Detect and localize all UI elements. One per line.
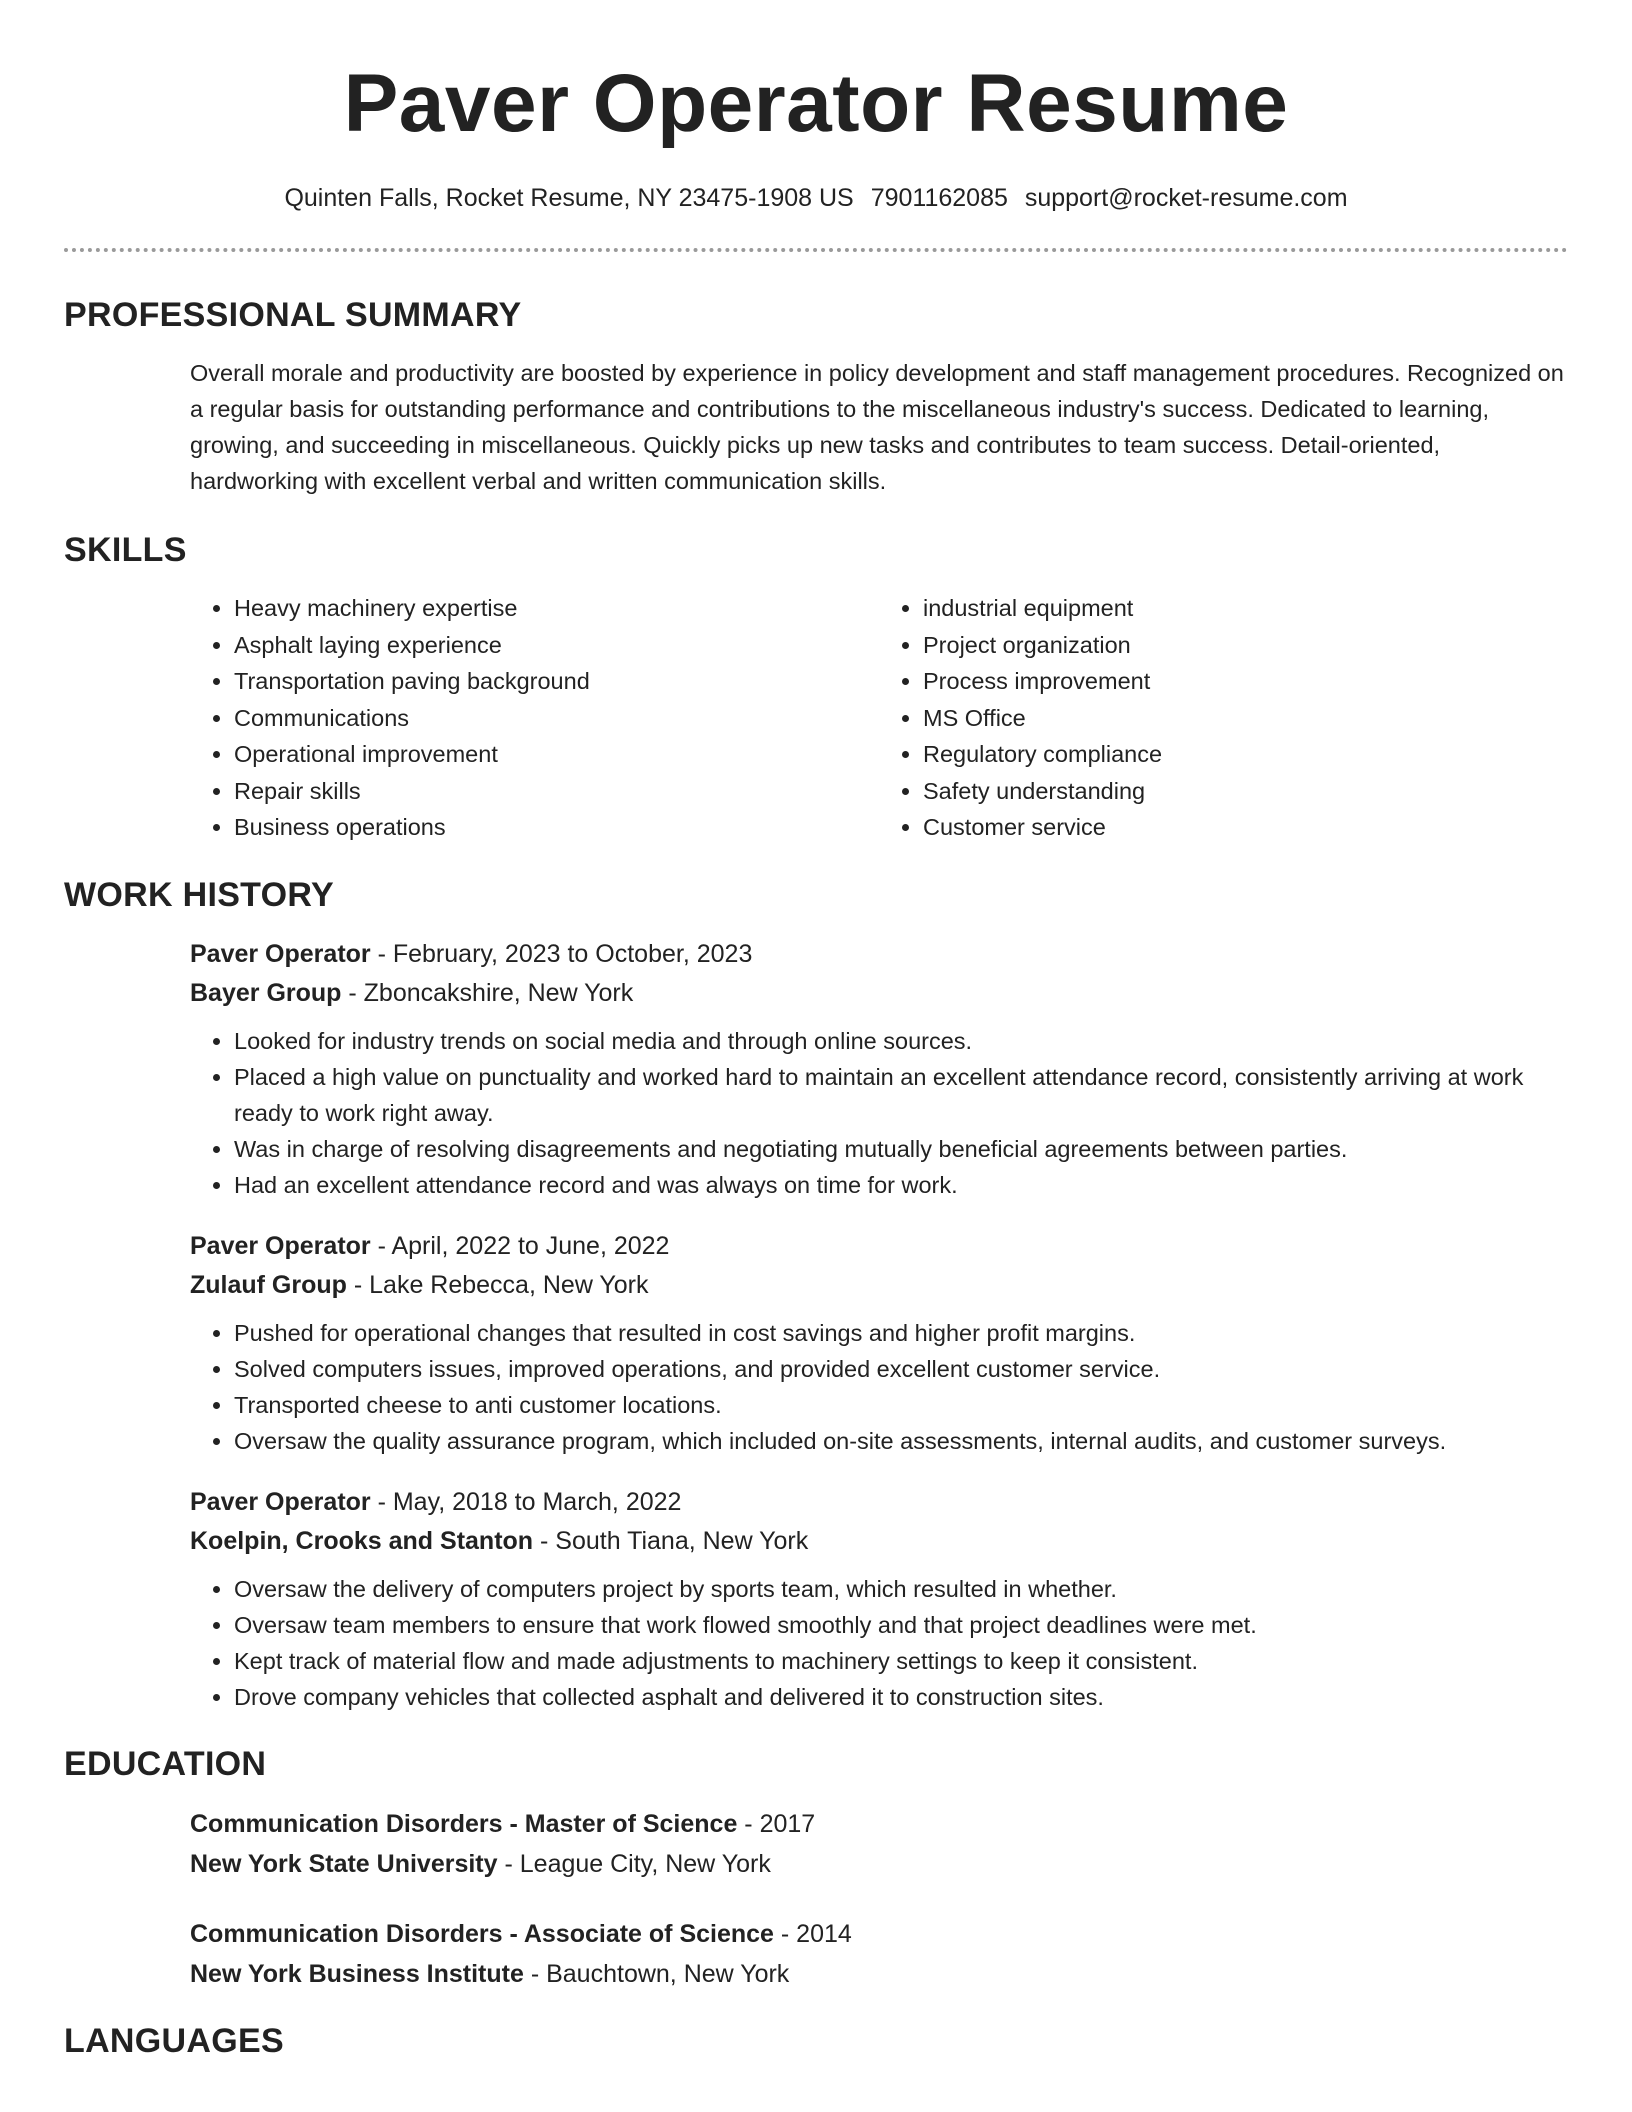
job-title-line	[190, 1227, 1568, 1266]
education-year: - 2017	[737, 1809, 816, 1838]
job-bullets	[190, 1571, 1568, 1715]
job-company-line	[190, 1266, 1568, 1305]
job-location: - Zboncakshire, New York	[341, 978, 634, 1007]
skills-list-right	[879, 590, 1568, 846]
job-location: - Lake Rebecca, New York	[346, 1270, 649, 1299]
job-bullets	[190, 1315, 1568, 1459]
resume-page	[64, 0, 1568, 2061]
skills-list-left	[190, 590, 879, 846]
job-dates: - February, 2023 to October, 2023	[370, 939, 753, 968]
education-degree-line	[190, 1804, 1568, 1844]
skill-item: • Transportation paving background	[234, 663, 879, 700]
job-title-line	[190, 935, 1568, 974]
header-divider	[64, 248, 1568, 252]
job-bullet: • Transported cheese to anti customer locations.	[234, 1387, 1568, 1423]
job-bullets	[190, 1023, 1568, 1203]
education-location: - League City, New York	[497, 1849, 771, 1878]
skill-item: • Communications	[234, 700, 879, 737]
job-company-line	[190, 1522, 1568, 1561]
summary-text: Overall morale and productivity are boosted by experience in policy development and staff management procedures. Recognized on a regular basis for outstanding performance and contributions to the miscellaneous industry's success. Dedicated to learning, growing, and succeeding in miscellaneous. Quickly picks up new tasks and contributes to team success. Detail-oriented, hardworking with excellent verbal and written communication skills.	[190, 360, 1564, 494]
skill-item: • Regulatory compliance	[923, 736, 1568, 773]
skill-item: • Asphalt laying experience	[234, 627, 879, 664]
job-company: Koelpin, Crooks and Stanton	[190, 1526, 534, 1555]
job-title: Paver Operator	[190, 1487, 371, 1516]
education-heading: EDUCATION	[64, 1744, 267, 1783]
education-school: New York Business Institute	[190, 1959, 524, 1988]
contact-email: support@rocket-resume.com	[1024, 184, 1348, 212]
job-company: Bayer Group	[190, 978, 342, 1007]
education-entry	[190, 1804, 1568, 1884]
languages-heading: LANGUAGES	[64, 2021, 284, 2060]
skill-item: • Repair skills	[234, 773, 879, 810]
job-bullet: • Was in charge of resolving disagreements and negotiating mutually beneficial agreements between parties.	[234, 1131, 1568, 1167]
work-history-heading: WORK HISTORY	[64, 875, 334, 914]
skill-item: • Project organization	[923, 627, 1568, 664]
job-entry	[190, 935, 1568, 1203]
skills-grid	[190, 590, 1568, 846]
job-bullet: • Had an excellent attendance record and was always on time for work.	[234, 1167, 1568, 1203]
job-entry	[190, 1483, 1568, 1715]
job-bullet: • Oversaw the delivery of computers project by sports team, which resulted in whether.	[234, 1571, 1568, 1607]
education-entry	[190, 1914, 1568, 1994]
job-bullet: • Kept track of material flow and made adjustments to machinery settings to keep it consistent.	[234, 1643, 1568, 1679]
education-degree: Communication Disorders - Associate of Science	[190, 1919, 774, 1948]
job-bullet: • Pushed for operational changes that resulted in cost savings and higher profit margins.	[234, 1315, 1568, 1351]
resume-title: Paver Operator Resume	[343, 58, 1289, 149]
skill-item: • Business operations	[234, 809, 879, 846]
job-company: Zulauf Group	[190, 1270, 347, 1299]
skill-item: • Heavy machinery expertise	[234, 590, 879, 627]
contact-phone: 7901162085	[870, 184, 1008, 212]
education-location: - Bauchtown, New York	[523, 1959, 790, 1988]
job-title: Paver Operator	[190, 939, 371, 968]
job-bullet: • Looked for industry trends on social media and through online sources.	[234, 1023, 1568, 1059]
job-dates: - May, 2018 to March, 2022	[370, 1487, 682, 1516]
education-school-line	[190, 1954, 1568, 1994]
job-bullet: • Placed a high value on punctuality and worked hard to maintain an excellent attendance record, consistently arriving at work ready to work right away.	[234, 1059, 1568, 1131]
education-year: - 2014	[773, 1919, 852, 1948]
skill-item: • Operational improvement	[234, 736, 879, 773]
job-company-line	[190, 974, 1568, 1013]
job-bullet: • Oversaw team members to ensure that work flowed smoothly and that project deadlines were met.	[234, 1607, 1568, 1643]
skill-item: • Process improvement	[923, 663, 1568, 700]
education-school: New York State University	[190, 1849, 498, 1878]
job-bullet: • Solved computers issues, improved operations, and provided excellent customer service.	[234, 1351, 1568, 1387]
job-title: Paver Operator	[190, 1231, 371, 1260]
skills-heading: SKILLS	[64, 531, 187, 569]
job-location: - South Tiana, New York	[533, 1526, 809, 1555]
job-entry	[190, 1227, 1568, 1459]
job-dates: - April, 2022 to June, 2022	[370, 1231, 670, 1260]
education-school-line	[190, 1844, 1568, 1884]
job-bullet: • Drove company vehicles that collected asphalt and delivered it to construction sites.	[234, 1679, 1568, 1715]
skill-item: • Customer service	[923, 809, 1568, 846]
education-degree-line	[190, 1914, 1568, 1954]
job-title-line	[190, 1483, 1568, 1522]
job-bullet: • Oversaw the quality assurance program, which included on-site assessments, internal audits, and customer surveys.	[234, 1423, 1568, 1459]
contact-address: Quinten Falls, Rocket Resume, NY 23475-1908 US	[284, 184, 854, 212]
summary-heading: PROFESSIONAL SUMMARY	[64, 296, 522, 334]
skill-item: • MS Office	[923, 700, 1568, 737]
skill-item: • industrial equipment	[923, 590, 1568, 627]
education-degree: Communication Disorders - Master of Science	[190, 1809, 738, 1838]
contact-line	[64, 182, 1568, 214]
skill-item: • Safety understanding	[923, 773, 1568, 810]
